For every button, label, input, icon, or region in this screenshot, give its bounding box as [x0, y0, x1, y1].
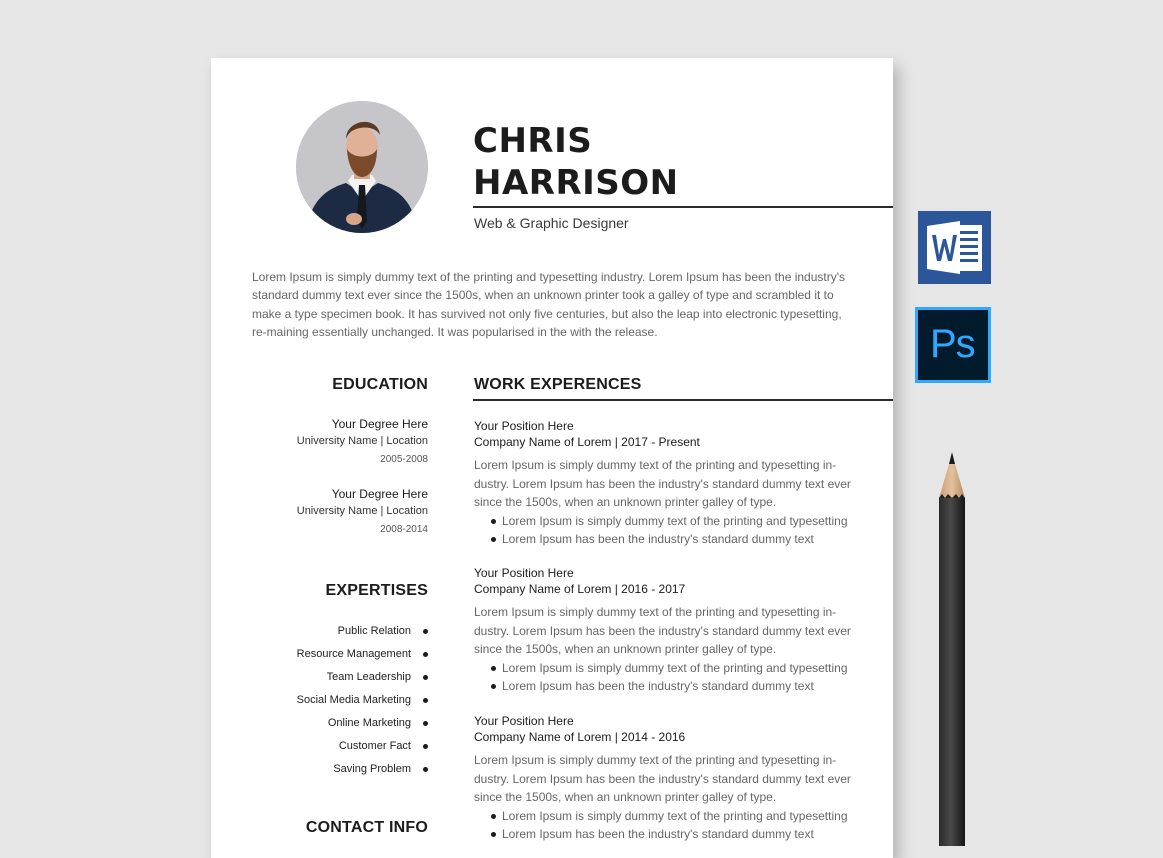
- work-title: WORK EXPERENCES: [474, 376, 642, 393]
- resume-sheet: [211, 58, 893, 858]
- summary-paragraph: Lorem Ipsum is simply dummy text of the printing and typesetting industry. Lorem Ipsum has been the industry's standard dummy text ever since the 1500s, when an unknown printer took a galley of type and scrambled it to make a type specimen book. It has survived not only five centuries, but also the leap into electronic typesetting, re-maining essentially unchanged. It was popularised in the with the release.: [252, 270, 846, 339]
- job-bullet: Lorem Ipsum has been the industry's standard dummy text: [502, 530, 864, 549]
- adobe-photoshop-icon: [915, 307, 991, 383]
- expertises-section: [211, 582, 428, 600]
- expertises-list-wrap: [211, 620, 428, 790]
- word-glyph-icon: [918, 211, 991, 284]
- expertise-item: Resource Management: [218, 643, 428, 666]
- pencil-drawing-icon: [934, 450, 970, 846]
- job-description: Lorem Ipsum is simply dummy text of the printing and typesetting in-dustry. Lorem Ipsum has been the industry's standard dummy text ever since the 1500s, when an unknown printer galley of type.: [474, 458, 851, 509]
- contact-title: CONTACT INFO: [305, 819, 428, 836]
- microsoft-word-icon: [918, 211, 991, 284]
- edu-university: University Name | Location: [296, 505, 428, 517]
- edu-degree: Your Degree Here: [331, 487, 428, 501]
- education-item: [211, 486, 428, 566]
- work-divider: [473, 399, 893, 401]
- edu-years: 2008-2014: [380, 524, 428, 535]
- expertise-item: Public Relation: [218, 620, 428, 643]
- expertise-item: Social Media Marketing: [218, 689, 428, 712]
- profile-photo: [296, 101, 428, 233]
- job-bullet: Lorem Ipsum has been the industry's standard dummy text: [502, 825, 864, 844]
- job-bullets: [474, 512, 864, 549]
- job-bullet: Lorem Ipsum is simply dummy text of the printing and typesetting: [502, 512, 864, 531]
- edu-years: 2005-2008: [380, 454, 428, 465]
- work-section: [474, 376, 884, 394]
- education-title: EDUCATION: [332, 376, 428, 393]
- name-first: CHRIS: [473, 121, 593, 161]
- expertise-item: Team Leadership: [218, 666, 428, 689]
- job-position: Your Position Here: [474, 419, 574, 433]
- edu-degree: Your Degree Here: [331, 417, 428, 431]
- expertise-item: Customer Fact: [218, 735, 428, 758]
- job-bullet: Lorem Ipsum is simply dummy text of the printing and typesetting: [502, 807, 864, 826]
- education-item: [211, 416, 428, 496]
- expertises-list: [218, 620, 428, 781]
- job-title: Web & Graphic Designer: [474, 215, 629, 231]
- candidate-name: [473, 120, 679, 204]
- job-position: Your Position Here: [474, 714, 574, 728]
- contact-section: [211, 819, 428, 837]
- job-bullets: [474, 807, 864, 844]
- expertise-item: Online Marketing: [218, 712, 428, 735]
- job-company: Company Name of Lorem | 2017 - Present: [474, 435, 700, 449]
- name-divider: [473, 206, 893, 208]
- name-last: HARRISON: [473, 163, 679, 203]
- job-bullet: Lorem Ipsum is simply dummy text of the printing and typesetting: [502, 659, 864, 678]
- job-bullets: [474, 659, 864, 696]
- job-company: Company Name of Lorem | 2014 - 2016: [474, 730, 686, 744]
- job-description: Lorem Ipsum is simply dummy text of the printing and typesetting in-dustry. Lorem Ipsum has been the industry's standard dummy text ever since the 1500s, when an unknown printer galley of type.: [474, 605, 851, 656]
- man-portrait-icon: [296, 101, 428, 233]
- job-company: Company Name of Lorem | 2016 - 2017: [474, 582, 686, 596]
- job-position: Your Position Here: [474, 566, 574, 580]
- job-bullet: Lorem Ipsum has been the industry's standard dummy text: [502, 677, 864, 696]
- pencil-icon: [934, 450, 970, 846]
- edu-university: University Name | Location: [296, 435, 428, 447]
- expertises-title: EXPERTISES: [325, 582, 428, 599]
- expertise-item: Saving Problem: [218, 758, 428, 781]
- job-description: Lorem Ipsum is simply dummy text of the printing and typesetting in-dustry. Lorem Ipsum has been the industry's standard dummy text ever since the 1500s, when an unknown printer galley of type.: [474, 753, 851, 804]
- education-section: [211, 376, 428, 394]
- photoshop-label: Ps: [930, 322, 975, 366]
